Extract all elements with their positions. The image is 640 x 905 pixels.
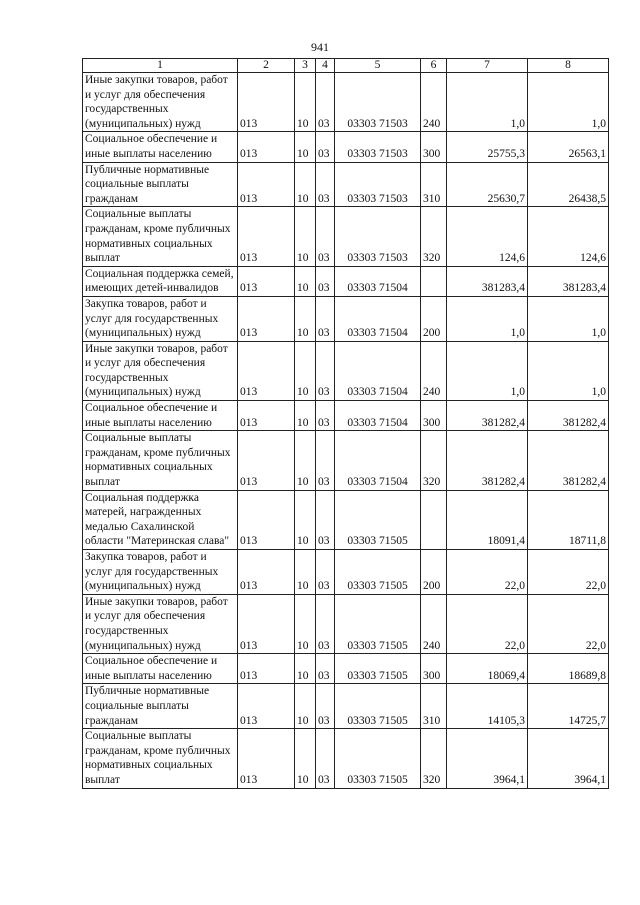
- expense-type-cell: 240: [421, 341, 447, 400]
- amount-col7-cell: 18069,4: [447, 654, 528, 684]
- row-name-cell: Закупка товаров, работ и услуг для государственных (муниципальных) нужд: [83, 550, 238, 595]
- ministry-code-cell: 013: [238, 684, 295, 729]
- expense-type-cell: 320: [421, 207, 447, 266]
- amount-col8-cell: 22,0: [528, 550, 609, 595]
- column-header: 6: [421, 59, 447, 73]
- amount-col8-cell: 14725,7: [528, 684, 609, 729]
- expense-type-cell: 200: [421, 550, 447, 595]
- ministry-code-cell: 013: [238, 431, 295, 490]
- table-row: [83, 729, 609, 788]
- amount-col7-cell: 1,0: [447, 296, 528, 341]
- table-row: [83, 73, 609, 132]
- column-header: 1: [83, 59, 238, 73]
- target-article-cell: 03303 71505: [335, 729, 421, 788]
- row-name-cell: Социальная поддержка семей, имеющих детей-инвалидов: [83, 266, 238, 296]
- section-code-cell: 10: [295, 654, 316, 684]
- section-code-cell: 10: [295, 73, 316, 132]
- section-code-cell: 10: [295, 341, 316, 400]
- ministry-code-cell: 013: [238, 341, 295, 400]
- column-header: 3: [295, 59, 316, 73]
- page-number: 941: [311, 40, 329, 54]
- amount-col8-cell: 381283,4: [528, 266, 609, 296]
- budget-table: [82, 58, 609, 789]
- amount-col7-cell: 14105,3: [447, 684, 528, 729]
- amount-col8-cell: 18711,8: [528, 490, 609, 549]
- expense-type-cell: 320: [421, 431, 447, 490]
- amount-col7-cell: 3964,1: [447, 729, 528, 788]
- table-body: [83, 59, 609, 789]
- subsection-code-cell: 03: [316, 490, 335, 549]
- column-header: 7: [447, 59, 528, 73]
- section-code-cell: 10: [295, 729, 316, 788]
- subsection-code-cell: 03: [316, 550, 335, 595]
- section-code-cell: 10: [295, 684, 316, 729]
- section-code-cell: 10: [295, 266, 316, 296]
- table-row: [83, 341, 609, 400]
- expense-type-cell: 200: [421, 296, 447, 341]
- target-article-cell: 03303 71505: [335, 654, 421, 684]
- subsection-code-cell: 03: [316, 296, 335, 341]
- amount-col8-cell: 3964,1: [528, 729, 609, 788]
- target-article-cell: 03303 71503: [335, 73, 421, 132]
- table-row: [83, 207, 609, 266]
- expense-type-cell: 300: [421, 654, 447, 684]
- amount-col7-cell: 25630,7: [447, 162, 528, 207]
- amount-col7-cell: 1,0: [447, 73, 528, 132]
- row-name-cell: Социальное обеспечение и иные выплаты населению: [83, 654, 238, 684]
- subsection-code-cell: 03: [316, 401, 335, 431]
- section-code-cell: 10: [295, 296, 316, 341]
- table-row: [83, 132, 609, 162]
- amount-col7-cell: 124,6: [447, 207, 528, 266]
- target-article-cell: 03303 71505: [335, 490, 421, 549]
- subsection-code-cell: 03: [316, 729, 335, 788]
- table-row: [83, 266, 609, 296]
- subsection-code-cell: 03: [316, 73, 335, 132]
- expense-type-cell: [421, 266, 447, 296]
- expense-type-cell: 320: [421, 729, 447, 788]
- amount-col8-cell: 18689,8: [528, 654, 609, 684]
- section-code-cell: 10: [295, 132, 316, 162]
- amount-col7-cell: 381283,4: [447, 266, 528, 296]
- subsection-code-cell: 03: [316, 266, 335, 296]
- section-code-cell: 10: [295, 207, 316, 266]
- ministry-code-cell: 013: [238, 207, 295, 266]
- row-name-cell: Иные закупки товаров, работ и услуг для обеспечения государственных (муниципальных) нужд: [83, 594, 238, 653]
- amount-col8-cell: 22,0: [528, 594, 609, 653]
- row-name-cell: Социальная поддержка матерей, награжденных медалью Сахалинской области "Материнская слава": [83, 490, 238, 549]
- target-article-cell: 03303 71503: [335, 207, 421, 266]
- target-article-cell: 03303 71504: [335, 401, 421, 431]
- ministry-code-cell: 013: [238, 266, 295, 296]
- ministry-code-cell: 013: [238, 654, 295, 684]
- row-name-cell: Социальные выплаты гражданам, кроме публичных нормативных социальных выплат: [83, 207, 238, 266]
- table-row: [83, 296, 609, 341]
- table-row: [83, 431, 609, 490]
- amount-col7-cell: 1,0: [447, 341, 528, 400]
- table-row: [83, 684, 609, 729]
- target-article-cell: 03303 71504: [335, 431, 421, 490]
- expense-type-cell: 310: [421, 684, 447, 729]
- row-name-cell: Закупка товаров, работ и услуг для государственных (муниципальных) нужд: [83, 296, 238, 341]
- table-row: [83, 162, 609, 207]
- row-name-cell: Социальное обеспечение и иные выплаты населению: [83, 132, 238, 162]
- amount-col7-cell: 25755,3: [447, 132, 528, 162]
- column-header: 4: [316, 59, 335, 73]
- row-name-cell: Публичные нормативные социальные выплаты гражданам: [83, 684, 238, 729]
- column-header: 5: [335, 59, 421, 73]
- expense-type-cell: [421, 490, 447, 549]
- amount-col7-cell: 381282,4: [447, 431, 528, 490]
- target-article-cell: 03303 71504: [335, 296, 421, 341]
- ministry-code-cell: 013: [238, 162, 295, 207]
- table-row: [83, 401, 609, 431]
- section-code-cell: 10: [295, 431, 316, 490]
- subsection-code-cell: 03: [316, 431, 335, 490]
- section-code-cell: 10: [295, 401, 316, 431]
- ministry-code-cell: 013: [238, 296, 295, 341]
- amount-col8-cell: 381282,4: [528, 401, 609, 431]
- expense-type-cell: 310: [421, 162, 447, 207]
- amount-col8-cell: 26563,1: [528, 132, 609, 162]
- amount-col8-cell: 26438,5: [528, 162, 609, 207]
- subsection-code-cell: 03: [316, 207, 335, 266]
- target-article-cell: 03303 71505: [335, 550, 421, 595]
- ministry-code-cell: 013: [238, 729, 295, 788]
- expense-type-cell: 300: [421, 132, 447, 162]
- ministry-code-cell: 013: [238, 550, 295, 595]
- amount-col7-cell: 22,0: [447, 594, 528, 653]
- ministry-code-cell: 013: [238, 594, 295, 653]
- expense-type-cell: 240: [421, 73, 447, 132]
- subsection-code-cell: 03: [316, 594, 335, 653]
- amount-col8-cell: 381282,4: [528, 431, 609, 490]
- ministry-code-cell: 013: [238, 73, 295, 132]
- table-row: [83, 550, 609, 595]
- column-header: 8: [528, 59, 609, 73]
- subsection-code-cell: 03: [316, 684, 335, 729]
- subsection-code-cell: 03: [316, 162, 335, 207]
- ministry-code-cell: 013: [238, 401, 295, 431]
- ministry-code-cell: 013: [238, 490, 295, 549]
- amount-col7-cell: 18091,4: [447, 490, 528, 549]
- amount-col7-cell: 381282,4: [447, 401, 528, 431]
- target-article-cell: 03303 71503: [335, 132, 421, 162]
- target-article-cell: 03303 71505: [335, 684, 421, 729]
- target-article-cell: 03303 71503: [335, 162, 421, 207]
- section-code-cell: 10: [295, 162, 316, 207]
- column-header: 2: [238, 59, 295, 73]
- subsection-code-cell: 03: [316, 341, 335, 400]
- section-code-cell: 10: [295, 594, 316, 653]
- row-name-cell: Социальные выплаты гражданам, кроме публичных нормативных социальных выплат: [83, 729, 238, 788]
- amount-col7-cell: 22,0: [447, 550, 528, 595]
- amount-col8-cell: 1,0: [528, 296, 609, 341]
- row-name-cell: Иные закупки товаров, работ и услуг для обеспечения государственных (муниципальных) нужд: [83, 73, 238, 132]
- table-row: [83, 654, 609, 684]
- ministry-code-cell: 013: [238, 132, 295, 162]
- row-name-cell: Социальные выплаты гражданам, кроме публичных нормативных социальных выплат: [83, 431, 238, 490]
- table-row: [83, 490, 609, 549]
- header-row: [83, 59, 609, 73]
- amount-col8-cell: 1,0: [528, 341, 609, 400]
- amount-col8-cell: 1,0: [528, 73, 609, 132]
- amount-col8-cell: 124,6: [528, 207, 609, 266]
- row-name-cell: Иные закупки товаров, работ и услуг для обеспечения государственных (муниципальных) нужд: [83, 341, 238, 400]
- subsection-code-cell: 03: [316, 132, 335, 162]
- section-code-cell: 10: [295, 490, 316, 549]
- table-row: [83, 594, 609, 653]
- expense-type-cell: 300: [421, 401, 447, 431]
- target-article-cell: 03303 71505: [335, 594, 421, 653]
- expense-type-cell: 240: [421, 594, 447, 653]
- subsection-code-cell: 03: [316, 654, 335, 684]
- row-name-cell: Социальное обеспечение и иные выплаты населению: [83, 401, 238, 431]
- row-name-cell: Публичные нормативные социальные выплаты гражданам: [83, 162, 238, 207]
- section-code-cell: 10: [295, 550, 316, 595]
- target-article-cell: 03303 71504: [335, 266, 421, 296]
- target-article-cell: 03303 71504: [335, 341, 421, 400]
